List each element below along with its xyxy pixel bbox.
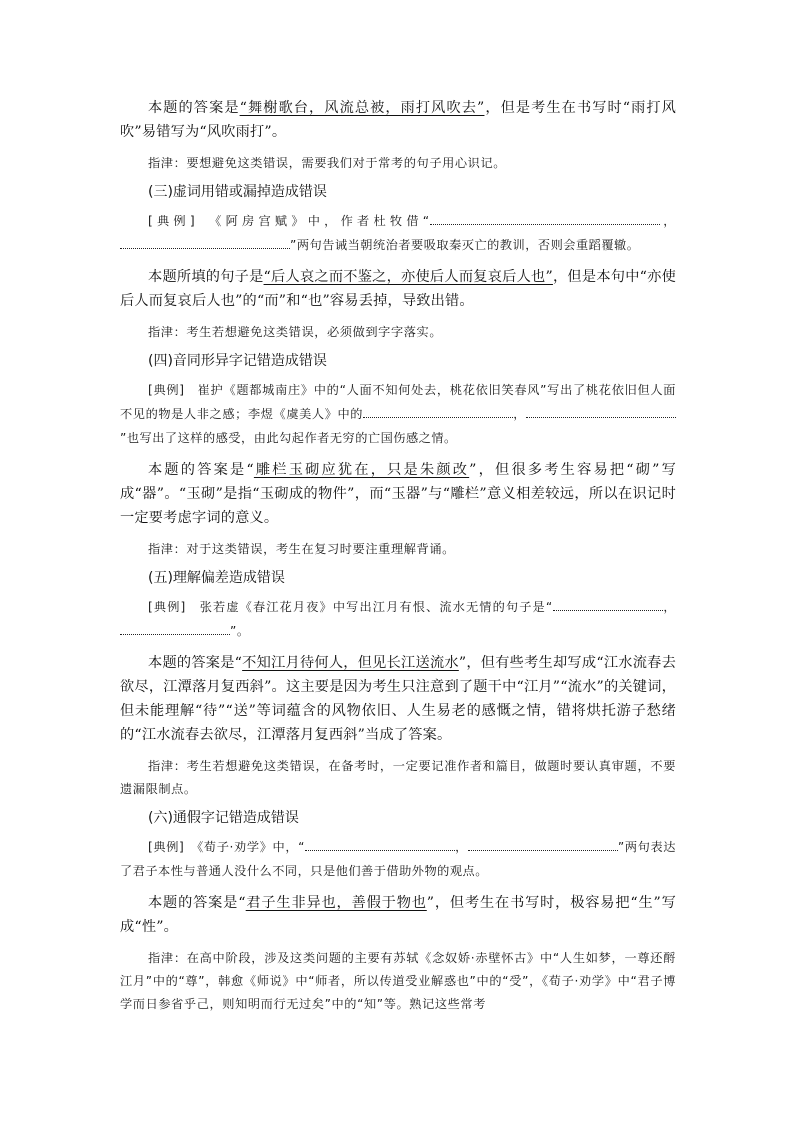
paragraph-answer-6: 本题的答案是“君子生非异也，善假于物也”，但考生在书写时，极容易把“生”写成“性”。 [120,895,676,935]
example-3: [典例] 《阿房宫赋》中，作者杜牧借“ ，”两句告诫当朝统治者要吸取秦灭亡的教训，否则会重蹈覆辙。 [120,209,676,257]
tip-1: 指津：要想避免这类错误，需要我们对于常考的句子用心识记。 [148,156,507,170]
example-6: [典例] 《荀子·劝学》中，“ ， ”两句表达了君子本性与普通人没什么不同，只是他们善于借助外物的观点。 [120,835,676,883]
fill-blank [526,404,676,418]
tip-4: 指津：对于这类错误，考生在复习时要注重理解背诵。 [148,542,455,556]
paragraph-answer-5: 本题的答案是“不知江月待何人，但见长江送流水”，但有些考生却写成“江水流春去欲尽，江潭落月复西斜”。这主要是因为考生只注意到了题干中“江月”“流水”的关键词，但未能理解“待”“送”等词蕴含的风物依旧、人生易老的感慨之情，错将烘托游子愁绪的“江水流春去欲尽，江潭落月复西斜”当成了答案。 [120,655,676,743]
section-heading-3: (三)虚词用错或漏掉造成错误 [148,184,327,200]
tip-3: 指津：考生若想避免这类错误，必须做到字字落实。 [148,325,443,339]
example-4: [典例] 崔护《题都城南庄》中的“人面不知何处去，桃花依旧笑春风”写出了桃花依旧但人面不见的物是人非之感；李煜《虞美人》中的 ，”也写出了这样的感受，由此勾起作者无穷的亡国伤感之情。 [120,383,676,445]
document-page [120,96,676,1022]
answer-underlined: 雕栏玉砌应犹在，只是朱颜改 [253,462,470,478]
tip-5: 指津：考生若想避免这类错误，在备考时，一定要记准作者和篇目，做题时要认真审题，不要遗漏限制点。 [120,759,676,796]
section-heading-5: (五)理解偏差造成错误 [148,570,285,586]
fill-blank [363,404,513,418]
section-heading-4: (四)音同形异字记错造成错误 [148,353,327,369]
answer-underlined: 君子生非异也，善假于物也 [245,895,427,911]
paragraph-answer-4: 本题的答案是“雕栏玉砌应犹在，只是朱颜改”，但很多考生容易把“砌”写成“器”。“玉砌”是指“玉砌成的物件”，而“玉器”与“雕栏”意义相差较远，所以在识记时一定要考虑字词的意义。 [120,462,677,526]
paragraph-answer-3: 本题所填的句子是“后人哀之而不鉴之，亦使后人而复哀后人也”，但是本句中“亦使后人而复哀后人也”的“而”和“也”容易丢掉，导致出错。 [120,269,676,309]
answer-underlined: “后人哀之而不鉴之，亦使后人而复哀后人也” [263,269,553,285]
paragraph-answer-1: 本题的答案是“舞榭歌台，风流总被，雨打风吹去”，但是考生在书写时“雨打风吹”易错写为“风吹雨打”。 [120,100,677,140]
fill-blank [430,211,660,225]
section-heading-6: (六)通假字记错造成错误 [148,810,299,826]
answer-underlined: “舞榭歌台，风流总被，雨打风吹去” [239,100,485,116]
tip-6: 指津：在高中阶段，涉及这类问题的主要有苏轼《念奴娇·赤壁怀古》中“人生如梦，一尊还酹江月”中的“尊”，韩愈《师说》中“师者，所以传道受业解惑也”中的“受”，《荀子·劝学》中“君子博学而日参省乎己，则知明而行无过矣”中的“知”等。熟记这些常考 [120,951,676,1011]
fill-blank [305,837,455,851]
fill-blank [120,235,290,249]
fill-blank [553,597,663,611]
example-5: [典例] 张若虚《春江花月夜》中写出江月有恨、流水无情的句子是“ ，”。 [120,595,676,643]
fill-blank [468,837,618,851]
answer-underlined: 不知江月待何人，但见长江送流水 [242,655,459,671]
fill-blank [120,621,230,635]
